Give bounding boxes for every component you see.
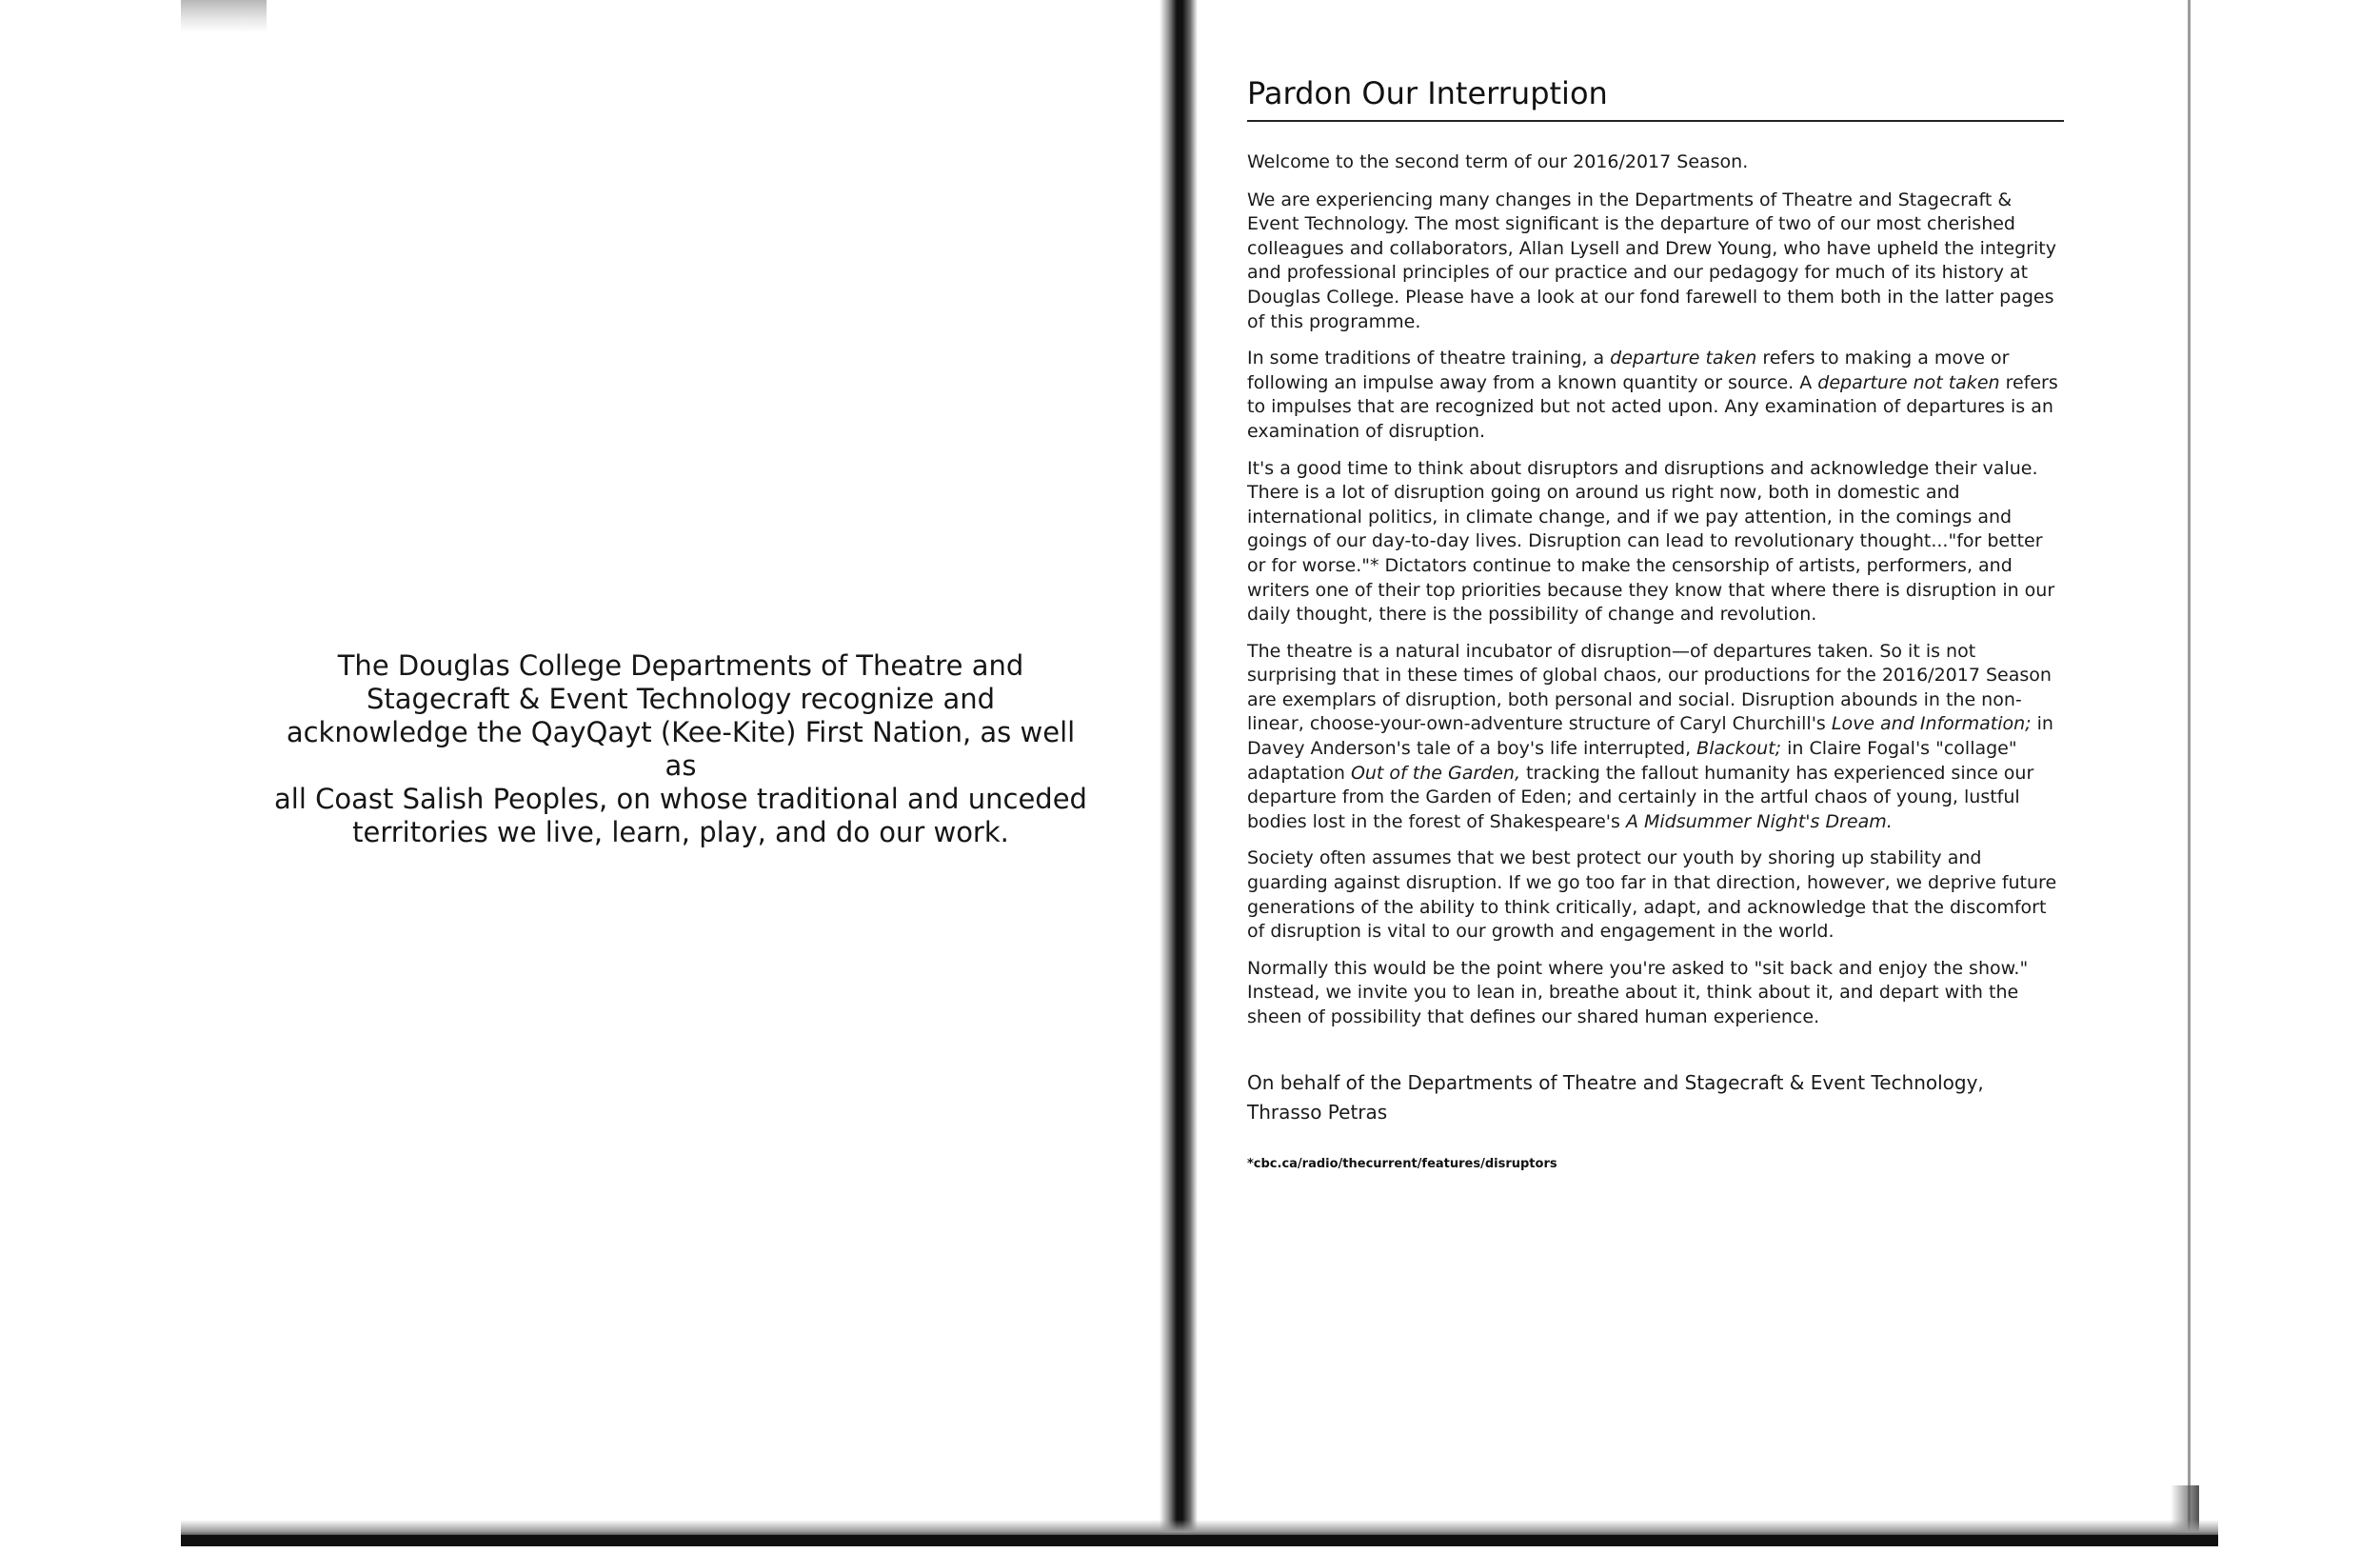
text-run: refers to making a move or following an impulse away from a known quantity or source. A bbox=[1247, 348, 2010, 393]
play-title: A Midsummer Night's Dream. bbox=[1625, 810, 1893, 832]
text-run: in Claire Fogal's "collage" adaptation bbox=[1247, 738, 2017, 784]
land-acknowledgement bbox=[267, 649, 1095, 849]
acknowledgement-line: The Douglas College Departments of Theatre and bbox=[337, 649, 1024, 682]
right-page bbox=[1198, 0, 2188, 1534]
italic-term: departure not taken bbox=[1817, 371, 2000, 393]
left-page bbox=[181, 0, 1160, 1534]
play-title: Love and Information; bbox=[1831, 713, 2032, 735]
page-title: Pardon Our Interruption bbox=[1247, 72, 2064, 122]
article bbox=[1247, 72, 2064, 1171]
page-gutter bbox=[1160, 0, 1198, 1546]
text-run: refers to impulses that are recognized but not acted upon. Any examination of departures is an examination of disruption. bbox=[1247, 371, 2058, 442]
acknowledgement-line: Stagecraft & Event Technology recognize and bbox=[366, 683, 996, 715]
paragraph-society: Society often assumes that we best protect our youth by shoring up stability and guarding against disruption. If we go too far in that direction, however, we deprive future generations of the ability to think critically, adapt, and acknowledge that the discomfort of disruption is vital to our growth and engagement in the world. bbox=[1247, 847, 2057, 943]
italic-term: departure taken bbox=[1610, 348, 1757, 369]
acknowledgement-line: all Coast Salish Peoples, on whose traditional and unceded bbox=[274, 783, 1087, 815]
acknowledgement-line: territories we live, learn, play, and do our work. bbox=[352, 816, 1009, 848]
page-right-edge bbox=[2188, 0, 2191, 1534]
paragraph-changes: We are experiencing many changes in the Departments of Theatre and Stagecraft & Event Technology. The most significant is the departure of two of our most cherished colleagues and collaborators, Allan Lysell and Drew Young, who have upheld the integrity and professional principles of our practice and our pedagogy for much of its history at Douglas College. Please have a look at our fond farewell to them both in the latter pages of this programme. bbox=[1247, 189, 2056, 332]
text-run: The theatre is a natural incubator of disruption—of departures taken. So it is not surprising that in these times of global chaos, our productions for the 2016/2017 Season are exemplars of disruption, both personal and social. Disruption abounds in the non-linear, choose-your-own-adventure structure of Caryl Churchill's bbox=[1247, 640, 2052, 735]
paragraph-theatre bbox=[1247, 640, 2064, 835]
text-run: in Davey Anderson's tale of a boy's life interrupted, bbox=[1247, 713, 2053, 760]
scan-bottom-edge bbox=[181, 1535, 2218, 1546]
signoff-line: On behalf of the Departments of Theatre and Stagecraft & Event Technology, bbox=[1247, 1070, 1984, 1094]
text-run: In some traditions of theatre training, a bbox=[1247, 348, 1611, 369]
article-body bbox=[1247, 150, 2064, 1030]
intro-paragraph: Welcome to the second term of our 2016/2017 Season. bbox=[1247, 151, 1749, 172]
paragraph-normally: Normally this would be the point where you're asked to "sit back and enjoy the show." Instead, we invite you to lean in, breathe about it, think about it, and depart with the sheen of possibility that defines our shared human experience. bbox=[1247, 957, 2029, 1027]
play-title: Blackout; bbox=[1696, 738, 1782, 760]
signoff-name: Thrasso Petras bbox=[1247, 1100, 1388, 1124]
play-title: Out of the Garden, bbox=[1350, 762, 1521, 784]
footnote: *cbc.ca/radio/thecurrent/features/disruptors bbox=[1247, 1156, 1557, 1171]
acknowledgement-line: acknowledge the QayQayt (Kee-Kite) First Nation, as well as bbox=[286, 716, 1076, 782]
paragraph-traditions bbox=[1247, 347, 2064, 444]
signoff bbox=[1247, 1068, 2064, 1127]
paragraph-disruptors: It's a good time to think about disruptors and disruptions and acknowledge their value. There is a lot of disruption going on around us right now, both in domestic and international politics, in climate change, and if we pay attention, in the comings and goings of our day-to-day lives. Disruption can lead to revolutionary thought..."for better or for worse."* Dictators continue to make the censorship of artists, performers, and writers one of their top priorities because they know that where there is disruption in our daily thought, there is the possibility of change and revolution. bbox=[1247, 457, 2055, 626]
text-run: tracking the fallout humanity has experienced since our departure from the Garden of Eden; and certainly in the artful chaos of young, lustful bodies lost in the forest of Shakespeare's bbox=[1247, 762, 2034, 832]
